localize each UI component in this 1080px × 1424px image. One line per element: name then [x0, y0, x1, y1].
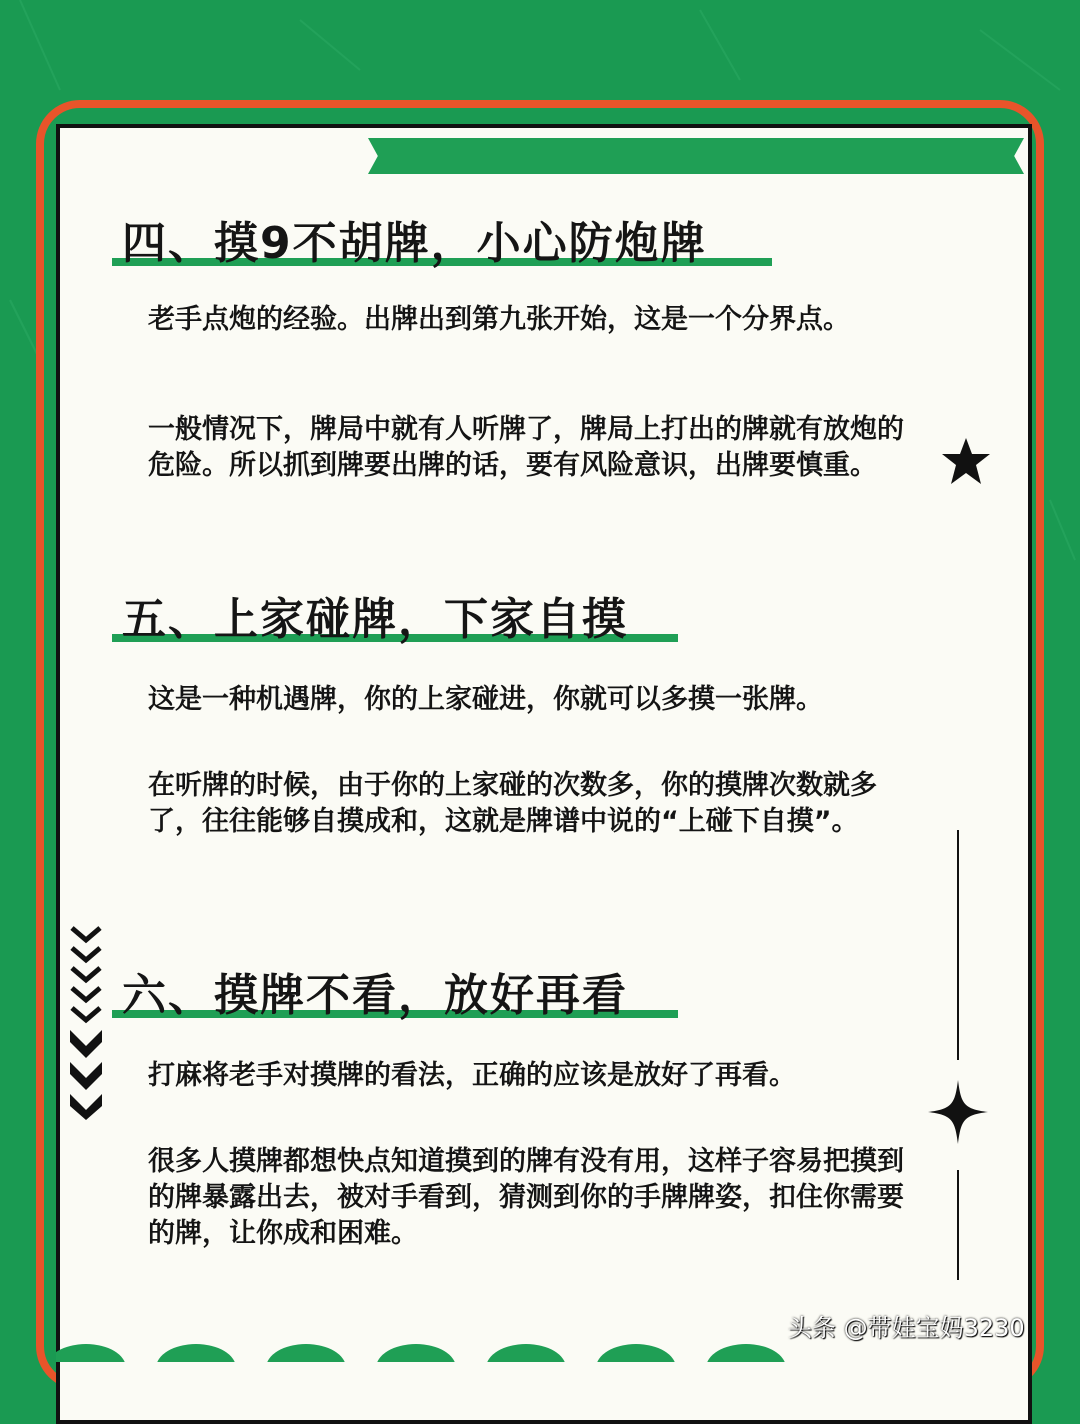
top-ribbon [368, 138, 1024, 174]
sparkle-icon [928, 1080, 988, 1144]
paragraph: 这是一种机遇牌，你的上家碰进，你就可以多摸一张牌。 [148, 684, 823, 715]
paragraph: 很多人摸牌都想快点知道摸到的牌有没有用，这样子容易把摸到的牌暴露出去，被对手看到，猜测到你的手牌牌姿，扣住你需要的牌，让你成和困难。 [148, 1146, 904, 1249]
section-title: 六、摸牌不看，放好再看 [122, 970, 628, 1021]
section-title: 四、摸9不胡牌，小心防炮牌 [122, 218, 707, 269]
decorative-line [957, 1170, 959, 1280]
paragraph: 一般情况下，牌局中就有人听牌了，牌局上打出的牌就有放炮的危险。所以抓到牌要出牌的话，要有风险意识，出牌要慎重。 [148, 414, 904, 481]
section-heading-4 [112, 218, 707, 269]
paragraph: 在听牌的时候，由于你的上家碰的次数多，你的摸牌次数就多了，往往能够自摸成和，这就是牌谱中说的“上碰下自摸”。 [148, 770, 877, 837]
section-heading-6 [112, 970, 628, 1021]
star-icon [940, 436, 992, 488]
watermark: 头条 @带娃宝妈3230 [788, 1314, 1025, 1342]
section-heading-5 [112, 594, 628, 645]
paragraph: 老手点炮的经验。出牌出到第九张开始，这是一个分界点。 [148, 304, 850, 335]
section-title: 五、上家碰牌，下家自摸 [122, 594, 628, 645]
chevron-down-icon [66, 924, 106, 1120]
decorative-line [957, 830, 959, 1060]
paragraph: 打麻将老手对摸牌的看法，正确的应该是放好了再看。 [148, 1060, 796, 1091]
